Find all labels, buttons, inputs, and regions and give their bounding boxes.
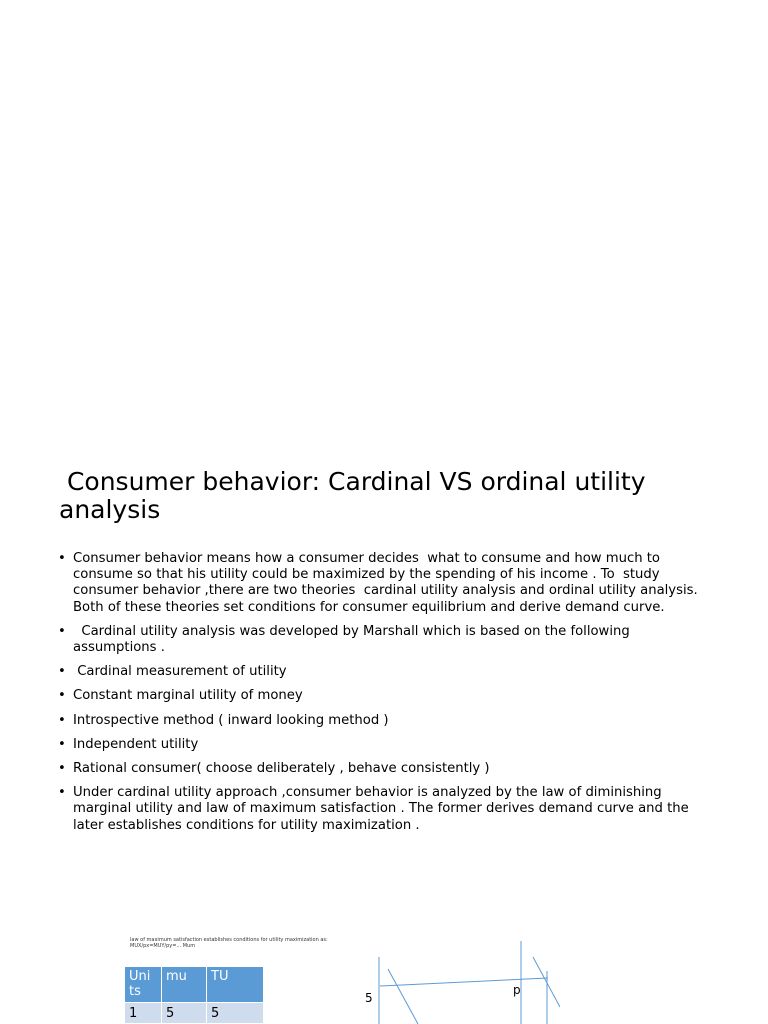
utility-graph <box>360 935 560 1024</box>
table-cell: 5 <box>162 1003 207 1024</box>
utility-table <box>124 966 264 1024</box>
graph-point-label: p <box>513 983 521 997</box>
slide-title: Consumer behavior: Cardinal VS ordinal utility analysis <box>59 467 654 524</box>
table-cell: 5 <box>207 1003 264 1024</box>
graph-y-label: 5 <box>365 991 373 1005</box>
bullet-item: • Constant marginal utility of money <box>56 688 716 704</box>
bullet-item: • Rational consumer( choose deliberately , behave consistently ) <box>56 761 716 777</box>
bullet-item: • Consumer behavior means how a consumer decides what to consume and how much to consume so that his utility could be maximized by the spending of his income . To study consumer behavior ,there are two theories cardinal utility analysis and ordinal utility analysis. Both of these theories set conditions for consumer equilibrium and derive demand curve. <box>56 551 716 616</box>
table-header-row <box>125 967 264 1003</box>
column-header-units: Uni ts <box>125 967 162 1003</box>
bullet-list <box>56 551 716 842</box>
bullet-item: • Introspective method ( inward looking method ) <box>56 713 716 729</box>
column-header-tu: TU <box>207 967 264 1003</box>
table-cell: 1 <box>125 1003 162 1024</box>
bullet-item: • Independent utility <box>56 737 716 753</box>
column-header-mu: mu <box>162 967 207 1003</box>
graph-horizontal-line <box>380 978 548 986</box>
small-caption-note: law of maximum satisfaction establishes conditions for utility maximization as: MUX/px=MUY/py=... Mum <box>130 937 328 949</box>
graph-curve-left <box>388 969 418 1024</box>
bullet-item: • Cardinal measurement of utility <box>56 664 716 680</box>
bullet-item: • Under cardinal utility approach ,consumer behavior is analyzed by the law of diminishing marginal utility and law of maximum satisfaction . The former derives demand curve and the later establishes conditions for utility maximization . <box>56 785 716 834</box>
table-row <box>125 1003 264 1024</box>
bullet-item: • Cardinal utility analysis was developed by Marshall which is based on the following assumptions . <box>56 624 716 656</box>
